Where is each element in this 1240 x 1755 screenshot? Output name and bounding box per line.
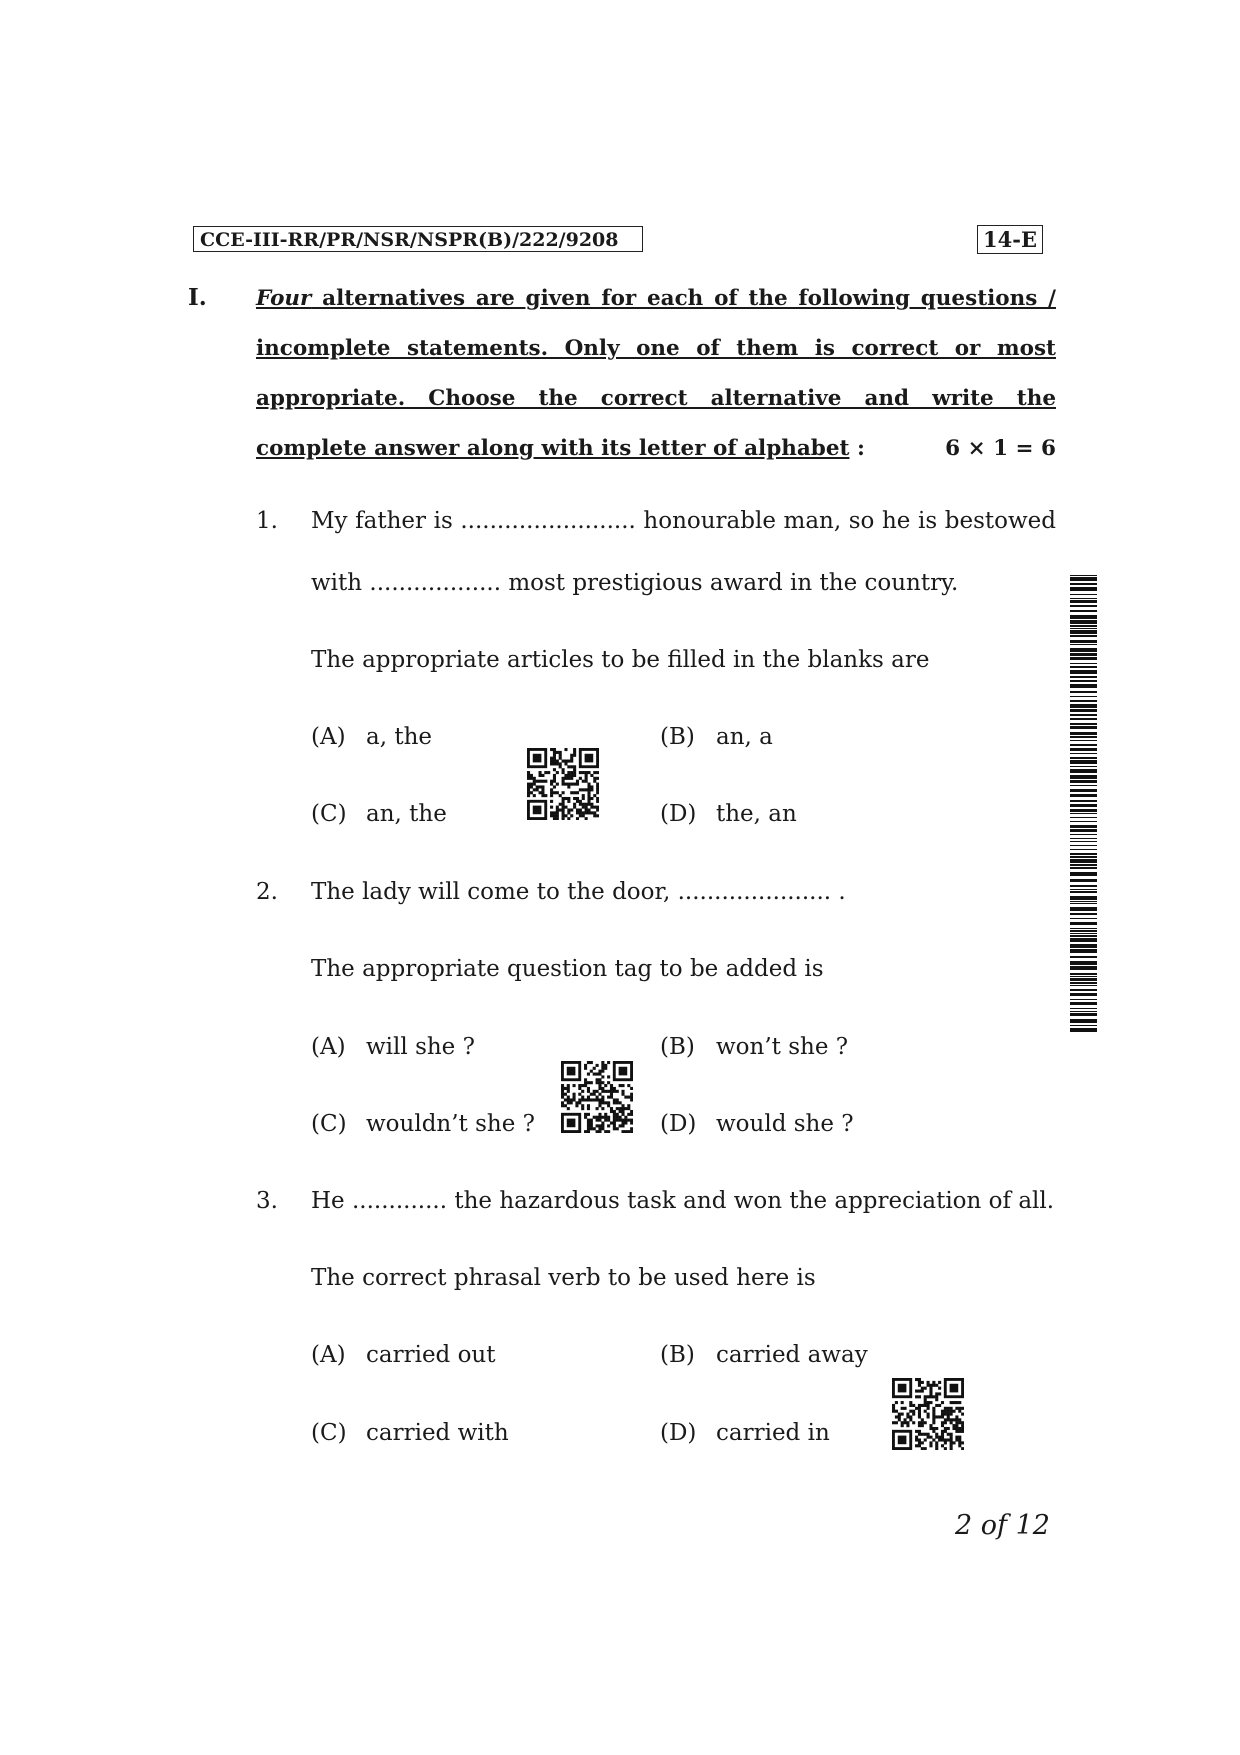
q3-option-c-text: carried with [366, 1420, 509, 1446]
q2-option-c-label: (C) [311, 1111, 347, 1137]
q1-option-d-label: (D) [660, 801, 697, 827]
question-3-prompt: The correct phrasal verb to be used here is [311, 1265, 816, 1291]
q2-option-c-text: wouldn’t she ? [366, 1111, 535, 1137]
question-2-line-1: The lady will come to the door, ..................... . [311, 879, 846, 905]
q3-option-b-label: (B) [660, 1342, 695, 1368]
q2-option-d-label: (D) [660, 1111, 697, 1137]
subject-code: 14-E [977, 225, 1043, 254]
instruction-line-1 [256, 274, 1056, 324]
section-instruction [256, 274, 1056, 474]
q1-option-c-label: (C) [311, 801, 347, 827]
instruction-line-2: incomplete statements. Only one of them is correct or most [256, 336, 1056, 361]
q3-option-b-text: carried away [716, 1342, 868, 1368]
q3-option-c-label: (C) [311, 1420, 347, 1446]
question-2-number: 2. [256, 879, 278, 905]
qr-code-icon [561, 1061, 633, 1133]
question-1-prompt: The appropriate articles to be filled in the blanks are [311, 647, 930, 673]
q1-option-d-text: the, an [716, 801, 797, 827]
instruction-line-1-text: alternatives are given for each of the following questions / [311, 286, 1056, 311]
q2-option-a-text: will she ? [366, 1034, 475, 1060]
qr-code-icon [892, 1378, 964, 1450]
q2-option-b-text: won’t she ? [716, 1034, 849, 1060]
q2-option-a-label: (A) [311, 1034, 346, 1060]
instruction-line-4 [256, 424, 1056, 474]
barcode-icon [1070, 575, 1097, 1035]
q1-option-a-label: (A) [311, 724, 346, 750]
instruction-line-3: appropriate. Choose the correct alternative and write the [256, 386, 1056, 411]
q3-option-a-text: carried out [366, 1342, 496, 1368]
question-2-prompt: The appropriate question tag to be added is [311, 956, 824, 982]
q1-option-a-text: a, the [366, 724, 433, 750]
question-1-number: 1. [256, 508, 278, 534]
question-1-line-2: with .................. most prestigious award in the country. [311, 570, 959, 596]
q3-option-d-text: carried in [716, 1420, 830, 1446]
paper-code: CCE-III-RR/PR/NSR/NSPR(B)/222/9208 [193, 226, 643, 252]
qr-code-icon [527, 748, 599, 820]
marks: 6 × 1 = 6 [945, 436, 1056, 461]
q2-option-b-label: (B) [660, 1034, 695, 1060]
instruction-colon: : [856, 436, 865, 461]
instruction-emphasis: Four [256, 286, 312, 311]
q2-option-d-text: would she ? [716, 1111, 854, 1137]
section-number: I. [188, 284, 207, 311]
instruction-line-4-text: complete answer along with its letter of alphabet [256, 436, 850, 461]
q3-option-a-label: (A) [311, 1342, 346, 1368]
q1-option-b-label: (B) [660, 724, 695, 750]
q1-option-b-text: an, a [716, 724, 773, 750]
q3-option-d-label: (D) [660, 1420, 697, 1446]
page-number: 2 of 12 [955, 1510, 1050, 1541]
question-3-line-1: He ............. the hazardous task and won the appreciation of all. [311, 1188, 1055, 1214]
question-1-line-1: My father is ........................ honourable man, so he is bestowed [311, 508, 1056, 534]
q1-option-c-text: an, the [366, 801, 447, 827]
question-3-number: 3. [256, 1188, 278, 1214]
